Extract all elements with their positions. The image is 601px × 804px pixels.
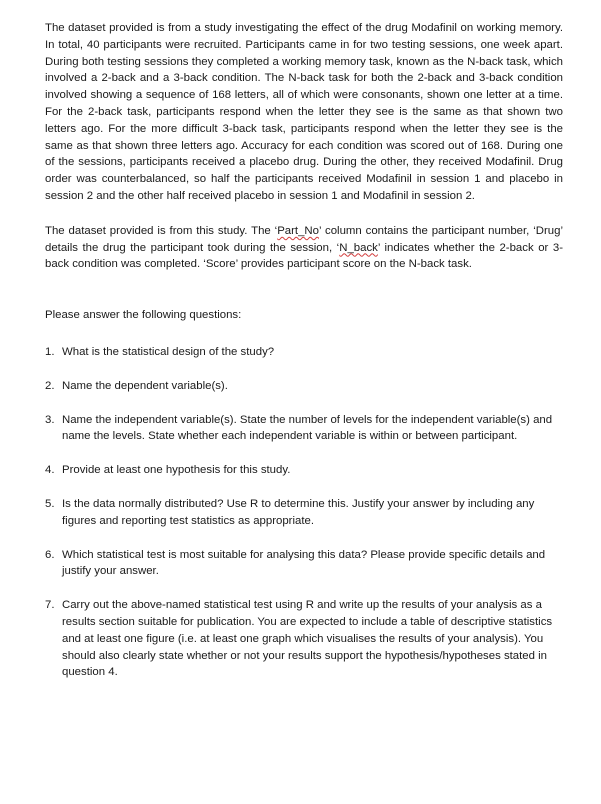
dataset-text-part-2: ’ column contains the participant number, ‘Drug’ details the drug the participant took during the session, ‘ <box>45 224 564 254</box>
question-3 <box>45 412 563 446</box>
question-text: Provide at least one hypothesis for this study. <box>62 464 291 477</box>
question-number: 1. <box>45 345 55 358</box>
document-page <box>45 20 563 698</box>
question-1 <box>45 344 563 361</box>
question-text: Name the dependent variable(s). <box>62 379 228 392</box>
dataset-text-part-3: ’ indicates whether the 2-back or 3-back condition was completed. ‘Score’ provides participant score on the N-back task. <box>45 241 563 271</box>
dataset-description-paragraph <box>45 223 563 273</box>
study-description-paragraph: The dataset provided is from a study investigating the effect of the drug Modafinil on working memory. In total, 40 participants were recruited. Participants came in for two testing sessions, one week apart. During both testing sessions they completed a working memory task, known as the N-back task, which involved a 2-back and a 3-back condition. The N-back task for both the 2-back and 3-back condition involved showing a sequence of 168 letters, all of which were consonants, shown one letter at a time. For the 2-back task, participants respond when the letter they see is the same as that shown two letters ago. For the more difficult 3-back task, participants respond when the letter they see is the same as that shown three letters ago. Accuracy for each condition was scored out of 168. During one of the sessions, participants received a placebo drug. During the other, they received Modafinil. Drug order was counterbalanced, so half the participants received Modafinil in session 1 and placebo in session 2 and the other half received placebo in session 1 and Modafinil in session 2. <box>45 22 563 202</box>
dataset-text-part-1: The dataset provided is from this study. The ‘ <box>45 224 278 237</box>
question-4 <box>45 462 563 479</box>
question-text: Carry out the above-named statistical test using R and write up the results of your analysis as a results section suitable for publication. You are expected to include a table of descriptive statistics and at least one figure (i.e. at least one graph which visualises the results of your analysis). You should also clearly state whether or not your results support the hypothesis/hypotheses stated in question 4. <box>62 599 553 679</box>
questions-prompt: Please answer the following questions: <box>45 309 242 322</box>
n-back-term: N_back <box>339 241 378 254</box>
question-text: Is the data normally distributed? Use R to determine this. Justify your answer by including any figures and reporting test statistics as appropriate. <box>62 497 535 527</box>
question-number: 3. <box>45 413 55 426</box>
question-6 <box>45 547 563 581</box>
question-number: 2. <box>45 379 55 392</box>
question-text: Which statistical test is most suitable for analysing this data? Please provide specific details and justify your answer. <box>62 548 546 578</box>
question-text: What is the statistical design of the study? <box>62 345 275 358</box>
question-2 <box>45 378 563 395</box>
question-7 <box>45 597 563 681</box>
question-number: 4. <box>45 464 55 477</box>
question-5 <box>45 496 563 530</box>
part-no-term: Part_No <box>277 224 319 237</box>
question-text: Name the independent variable(s). State the number of levels for the independent variable(s) and name the levels. State whether each independent variable is within or between participant. <box>62 413 553 443</box>
questions-list <box>45 344 563 681</box>
question-number: 7. <box>45 599 55 612</box>
question-number: 5. <box>45 497 55 510</box>
question-number: 6. <box>45 548 55 561</box>
